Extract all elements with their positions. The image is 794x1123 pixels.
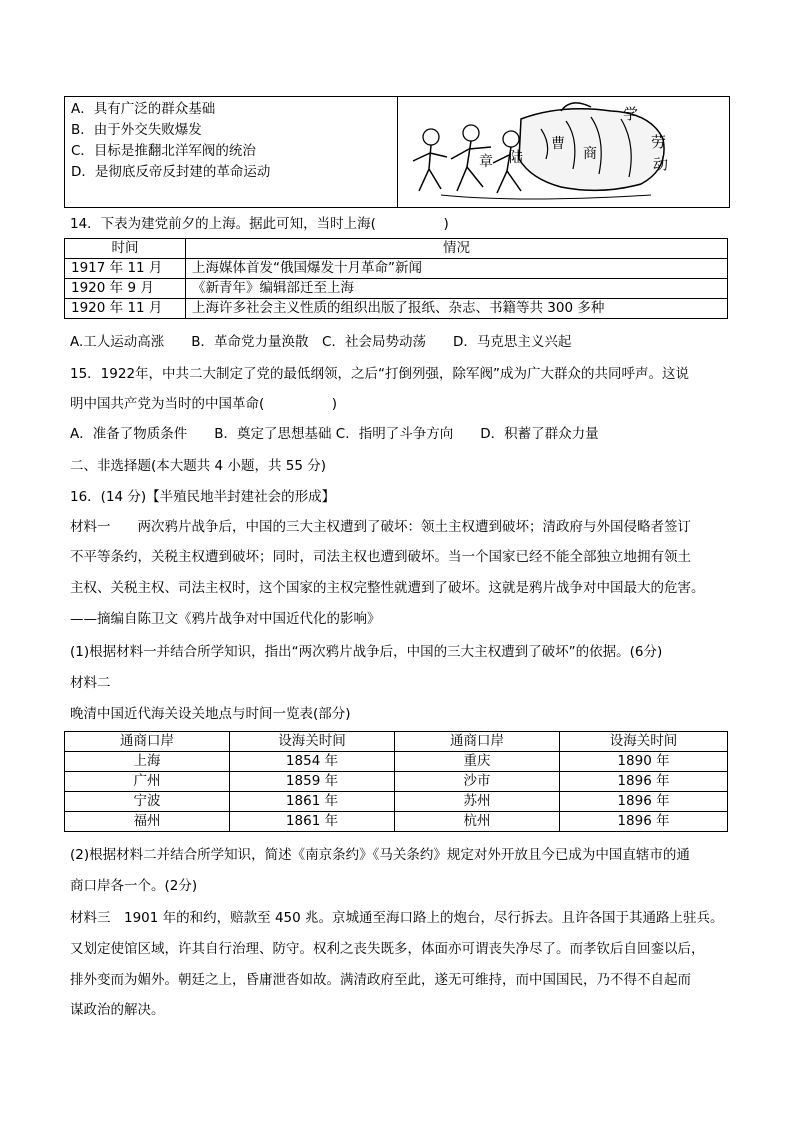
q16-material2-caption: 晚清中国近代海关设关地点与时间一览表(部分): [70, 706, 351, 722]
q15-options: A．准备了物质条件 B．奠定了思想基础 C．指明了斗争方向 D．积蓄了群众力量: [70, 426, 599, 442]
table-row: [65, 812, 728, 832]
table-cell: 1896 年: [560, 812, 728, 832]
cartoon-char-dong: 动: [653, 155, 669, 173]
q14-row2-time: 1920 年 9 月: [65, 279, 186, 299]
q16-question2-line1: (2)根据材料二并结合所学知识，简述《南京条约》《马关条约》规定对外开放且今已成为中国直辖市的通: [70, 847, 690, 863]
table-cell: 1896 年: [560, 792, 728, 812]
q16-material3-line4: 谋政治的解决。: [70, 1002, 165, 1018]
table-row: [65, 772, 728, 792]
q14-row3-time: 1920 年 11 月: [65, 299, 186, 319]
q14-table: [64, 238, 728, 319]
table-cell: 1859 年: [230, 772, 395, 792]
q16-material1-line1: 材料一 两次鸦片战争后，中国的三大主权遭到了破坏：领土主权遭到破坏；清政府与外国侵略者签订: [70, 519, 691, 535]
q13-box: [64, 96, 730, 208]
table-cell: 1854 年: [230, 752, 395, 772]
q14-row3-situation: 上海许多社会主义性质的组织出版了报纸、杂志、书籍等共 300 多种: [186, 299, 728, 319]
q16-material3-line2: 又划定使馆区域，许其自行治理、防守。权利之丧失既多，体面亦可谓丧失净尽了。而孝钦后自回銮以后，: [70, 941, 705, 957]
q13-divider: [397, 97, 398, 207]
cartoon-char-shang: 商: [583, 146, 597, 162]
q14-row2-situation: 《新青年》编辑部迁至上海: [186, 279, 728, 299]
q13-cartoon: [401, 99, 727, 205]
customs-header-time-1: 设海关时间: [230, 732, 395, 752]
table-cell: 1890 年: [560, 752, 728, 772]
q16-material1-line3: 主权、关税主权、司法主权时，这个国家的主权完整性就遭到了破坏。这就是鸦片战争对中国最大的危害。: [70, 580, 705, 596]
q13-option-b: B．由于外交失败爆发: [71, 122, 202, 138]
section-2-heading: 二、非选择题(本大题共 4 小题，共 55 分): [70, 458, 326, 474]
q14-options: A.工人运动高涨 B．革命党力量涣散 C．社会局势动荡 D．马克思主义兴起: [70, 334, 572, 350]
table-cell: 宁波: [65, 792, 230, 812]
table-cell: 1861 年: [230, 812, 395, 832]
q14-row1-situation: 上海媒体首发“俄国爆发十月革命”新闻: [186, 259, 728, 279]
q15-stem-line1: 15．1922年，中共二大制定了党的最低纲领，之后“打倒列强，除军阀”成为广大群众的共同呼声。这说: [70, 366, 690, 382]
q16-material1-source: ——摘编自陈卫文《鸦片战争对中国近代化的影响》: [70, 611, 381, 627]
table-cell: 上海: [65, 752, 230, 772]
cartoon-char-lu: 陆: [509, 150, 523, 166]
customs-header-port-1: 通商口岸: [65, 732, 230, 752]
cartoon-char-xue: 学: [623, 105, 639, 123]
q16-material2-label: 材料二: [70, 675, 111, 691]
q13-option-a: A．具有广泛的群众基础: [71, 101, 216, 117]
table-row: [65, 792, 728, 812]
q16-material1-line2: 不平等条约，关税主权遭到破坏；同时，司法主权也遭到破坏。当一个国家已经不能全部独立地拥有领土: [70, 549, 691, 565]
table-cell: 杭州: [395, 812, 560, 832]
table-cell: 福州: [65, 812, 230, 832]
table-row: [65, 752, 728, 772]
table-cell: 广州: [65, 772, 230, 792]
table-cell: 1896 年: [560, 772, 728, 792]
q13-option-d: D．是彻底反帝反封建的革命运动: [71, 164, 271, 180]
q14-row1-time: 1917 年 11 月: [65, 259, 186, 279]
q14-header-situation: 情况: [186, 239, 728, 259]
q14-stem: 14．下表为建党前夕的上海。据此可知，当时上海( ): [70, 216, 449, 232]
table-cell: 苏州: [395, 792, 560, 812]
table-cell: 重庆: [395, 752, 560, 772]
customs-header-port-2: 通商口岸: [395, 732, 560, 752]
q16-material3-line1: 材料三 1901 年的和约，赔款至 450 兆。京城通至海口路上的炮台，尽行拆去。且许各国于其通路上驻兵。: [70, 910, 724, 926]
table-cell: 1861 年: [230, 792, 395, 812]
table-cell: 沙市: [395, 772, 560, 792]
q16-title: 16．(14 分)【半殖民地半封建社会的形成】: [70, 489, 336, 505]
q16-question1: (1)根据材料一并结合所学知识，指出“两次鸦片战争后，中国的三大主权遭到了破坏”的依据。(6分): [70, 644, 663, 660]
q15-stem-line2: 明中国共产党为当时的中国革命( ): [70, 396, 338, 412]
cartoon-char-cao: 曹: [551, 136, 565, 152]
q16-material3-line3: 排外变而为媚外。朝廷之上，昏庸泄沓如故。满清政府至此，遂无可维持，而中国国民，乃不得不自起而: [70, 972, 691, 988]
q16-question2-line2: 商口岸各一个。(2分): [70, 878, 198, 894]
q14-header-time: 时间: [65, 239, 186, 259]
q13-options: [71, 99, 391, 183]
customs-header-time-2: 设海关时间: [560, 732, 728, 752]
cartoon-char-lao: 劳: [651, 133, 667, 151]
cartoon-char-zhang: 章: [479, 154, 493, 170]
customs-table: [64, 731, 728, 832]
q13-option-c: C．目标是推翻北洋军阀的统治: [71, 143, 256, 159]
